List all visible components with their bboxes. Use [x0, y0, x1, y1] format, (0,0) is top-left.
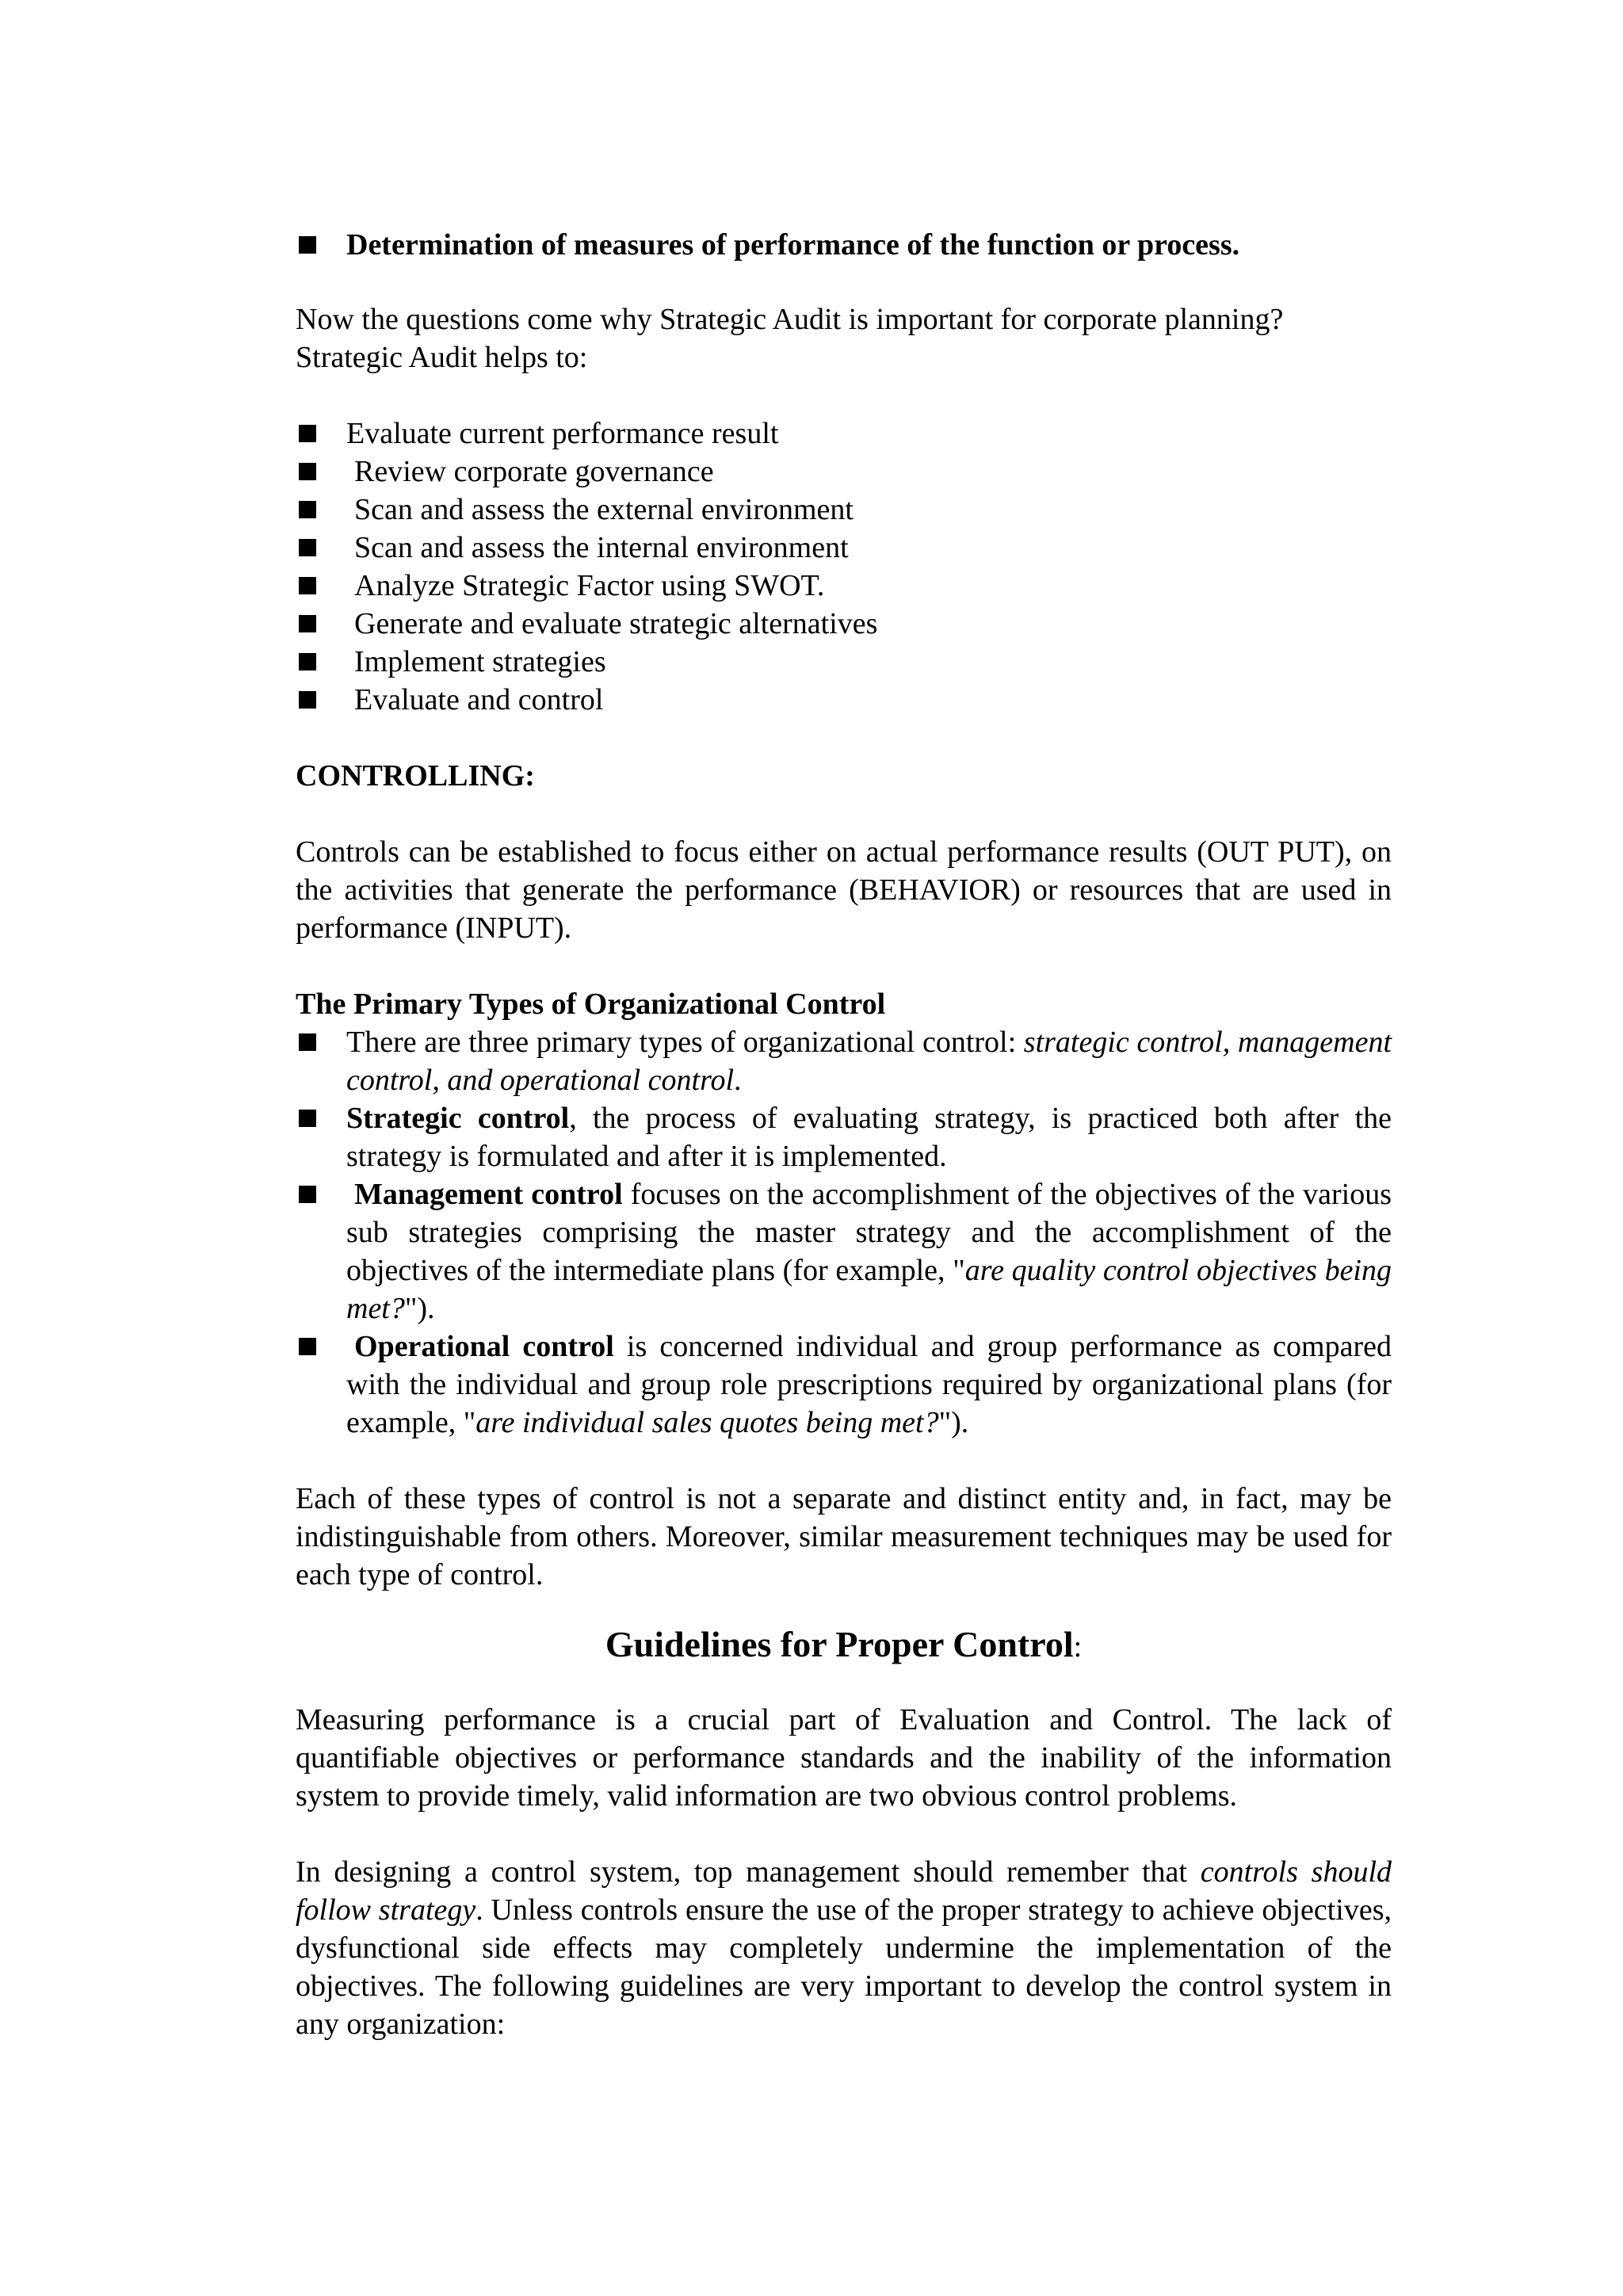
square-bullet-icon: [299, 691, 316, 709]
list-item: Evaluate and control: [296, 681, 1392, 719]
list-item: Generate and evaluate strategic alternatives: [296, 605, 1392, 643]
square-bullet-icon: [299, 425, 316, 442]
square-bullet-icon: [299, 1186, 316, 1203]
controlling-heading: CONTROLLING:: [296, 759, 535, 793]
measuring-paragraph: Measuring performance is a crucial part of Evaluation and Control. The lack of quantifiable objectives or performance standards and the inability of the information system to provide timely, valid information are two obvious control problems.: [296, 1703, 1392, 1813]
list-item: Review corporate governance: [296, 453, 1392, 491]
list-item: Evaluate current performance result: [296, 415, 1392, 453]
square-bullet-icon: [299, 501, 316, 518]
designing-paragraph: In designing a control system, top management should remember that controls should follow strategy. Unless controls ensure the use of the proper strategy to achieve objectives, dysfunctional side effects may completely undermine the implementation of the objectives. The following guidelines are very important to develop the control system in any organization:: [296, 1855, 1392, 2041]
list-item: There are three primary types of organizational control: strategic control, management control, and operational control.: [296, 1023, 1392, 1099]
list-item: Strategic control, the process of evaluating strategy, is practiced both after the strategy is formulated and after it is implemented.: [296, 1099, 1392, 1175]
square-bullet-icon: [299, 539, 316, 556]
controlling-paragraph: Controls can be established to focus either on actual performance results (OUT PUT), on the activities that generate the performance (BEHAVIOR) or resources that are used in performance (INPUT).: [296, 835, 1392, 945]
list-item: Scan and assess the internal environment: [296, 529, 1392, 567]
intro-paragraph: Now the questions come why Strategic Audit is important for corporate planning? Strategic Audit helps to:: [296, 303, 1284, 374]
list-item: Operational control is concerned individual and group performance as compared with the individual and group role prescriptions required by organizational plans (for example, "are individual sales quotes being met?").: [296, 1328, 1392, 1442]
list-item: Implement strategies: [296, 643, 1392, 681]
square-bullet-icon: [299, 1033, 316, 1051]
types-heading: The Primary Types of Organizational Control: [296, 988, 886, 1021]
list-item: Analyze Strategic Factor using SWOT.: [296, 567, 1392, 605]
guidelines-heading: Guidelines for Proper Control:: [605, 1624, 1083, 1664]
square-bullet-icon: [299, 236, 316, 254]
square-bullet-icon: [299, 1110, 316, 1127]
measures-bullet: Determination of measures of performance of the function or process.: [296, 226, 1392, 264]
square-bullet-icon: [299, 463, 316, 480]
list-item: Management control focuses on the accomplishment of the objectives of the various sub strategies comprising the master strategy and the accomplishment of the objectives of the intermediate plans (for example, "are quality control objectives being met?").: [296, 1175, 1392, 1328]
types-list: [296, 1023, 1392, 1442]
list-item: Scan and assess the external environment: [296, 491, 1392, 529]
document-page: [296, 226, 1392, 2043]
square-bullet-icon: [299, 1338, 316, 1355]
each-type-paragraph: Each of these types of control is not a separate and distinct entity and, in fact, may be indistinguishable from others. Moreover, similar measurement techniques may be used for each type of control.: [296, 1482, 1392, 1591]
audit-helps-list: [296, 415, 1392, 719]
square-bullet-icon: [299, 653, 316, 670]
square-bullet-icon: [299, 577, 316, 594]
square-bullet-icon: [299, 615, 316, 632]
